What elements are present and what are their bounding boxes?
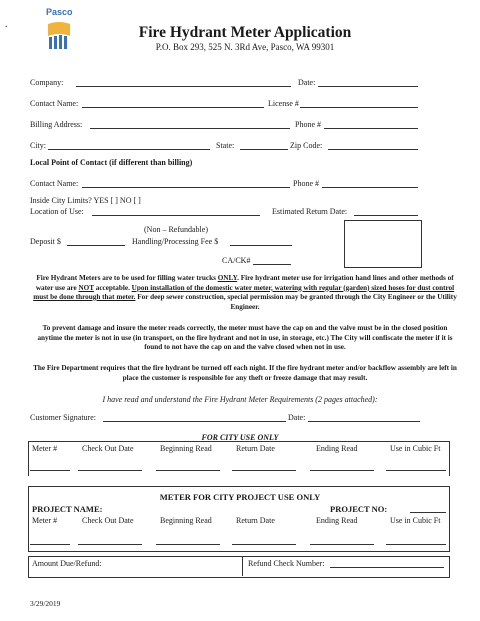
refund-check-number-label: Refund Check Number:: [248, 559, 325, 568]
customer-signature-label: Customer Signature:: [30, 413, 96, 422]
city-col-use: Use in Cubic Ft: [390, 444, 441, 453]
zip-label: Zip Code:: [290, 141, 323, 150]
rules-text-a: Fire Hydrant Meters are to be used for filling water trucks: [36, 274, 218, 282]
city-meter-field[interactable]: [30, 470, 70, 471]
damage-prevention-paragraph: To prevent damage and insure the meter reads correctly, the meter must have the cap on and the valve must be in the closed position anytime the meter is not in use (in transport, on the fire hydrant and not in use, in storage, etc.) The City will confiscate the meter if it is found to not have the cap on and the valve closed when not in use.: [37, 324, 453, 351]
company-field[interactable]: [76, 86, 291, 87]
city-checkout-field[interactable]: [78, 470, 142, 471]
handling-fee-label: Handling/Processing Fee $: [132, 237, 219, 246]
deposit-field[interactable]: [67, 245, 125, 246]
zip-field[interactable]: [328, 149, 418, 150]
project-col-use: Use in Cubic Ft: [390, 516, 441, 525]
billing-address-field[interactable]: [90, 128, 290, 129]
logo-text: Pasco: [46, 7, 73, 17]
form-address: P.O. Box 293, 525 N. 3Rd Ave, Pasco, WA 99301: [155, 42, 335, 52]
project-no-field[interactable]: [410, 512, 446, 513]
city-use-title: FOR CITY USE ONLY: [201, 433, 279, 442]
project-no-label: PROJECT NO:: [330, 504, 388, 514]
rules-only-emphasis: ONLY: [217, 274, 238, 282]
signature-date-field[interactable]: [308, 421, 420, 422]
billing-address-label: Billing Address:: [30, 120, 83, 129]
estimated-return-date-label: Estimated Return Date:: [272, 207, 348, 216]
local-contact-heading: Local Point of Contact (if different than billing): [30, 158, 193, 167]
rules-not-emphasis: NOT: [78, 283, 94, 292]
project-col-checkout: Check Out Date: [82, 516, 134, 525]
location-of-use-field[interactable]: [92, 215, 260, 216]
signature-date-label: Date:: [288, 413, 306, 422]
project-use-field[interactable]: [386, 544, 446, 545]
local-phone-field[interactable]: [322, 187, 418, 188]
project-meter-field[interactable]: [30, 544, 70, 545]
city-beginning-field[interactable]: [156, 470, 220, 471]
phone-field[interactable]: [324, 128, 418, 129]
date-field[interactable]: [318, 86, 418, 87]
city-field[interactable]: [48, 149, 210, 150]
city-col-ending: Ending Read: [316, 444, 358, 453]
city-ending-field[interactable]: [310, 470, 374, 471]
city-col-return: Return Date: [236, 444, 275, 453]
project-ending-field[interactable]: [310, 544, 374, 545]
fire-department-paragraph: The Fire Department requires that the fire hydrant be turned off each night. If the fire hydrant meter and/or backflow assembly are left in place the customer is responsible for any theft or freeze damage that may result.: [33, 364, 457, 382]
amount-due-label: Amount Due/Refund:: [32, 559, 102, 568]
inside-city-limits-label: Inside City Limits? YES [ ] NO [ ]: [30, 196, 141, 205]
project-name-label: PROJECT NAME:: [32, 504, 103, 514]
project-beginning-field[interactable]: [156, 544, 220, 545]
rules-domestic-meter-text: Upon installation of the domestic water meter, watering with regular (garden) sized hoses for dust control must be done through that meter.: [33, 283, 455, 301]
local-contact-name-field[interactable]: [82, 187, 290, 188]
ca-ck-label: CA/CK#: [222, 256, 251, 265]
city-use-field[interactable]: [386, 470, 446, 471]
local-contact-name-label: Contact Name:: [30, 179, 79, 188]
license-field[interactable]: [300, 107, 418, 108]
rules-text-d: For deep sewer construction, special permission may be granted through the City Engineer or the Utility Engineer.: [135, 293, 457, 311]
deposit-label: Deposit $: [30, 237, 61, 246]
customer-signature-field[interactable]: [103, 421, 286, 422]
project-use-title: METER FOR CITY PROJECT USE ONLY: [159, 492, 321, 502]
project-col-return: Return Date: [236, 516, 275, 525]
ca-ck-field[interactable]: [253, 264, 291, 265]
city-col-checkout: Check Out Date: [82, 444, 134, 453]
contact-name-label: Contact Name:: [30, 99, 79, 108]
city-col-meter: Meter #: [32, 444, 58, 453]
location-of-use-label: Location of Use:: [30, 207, 84, 216]
phone-label: Phone #: [295, 120, 321, 129]
rules-text-b: . Fire hydrant meter use for irrigation hand lines and other methods of water use are: [35, 274, 454, 292]
city-label: City:: [30, 141, 47, 150]
office-stamp-box: [344, 220, 422, 268]
non-refundable-note: (Non – Refundable): [144, 225, 208, 234]
refund-divider: [242, 556, 243, 576]
handling-fee-field[interactable]: [230, 245, 292, 246]
date-label: Date:: [298, 78, 316, 87]
local-phone-label: Phone #: [293, 179, 319, 188]
city-return-field[interactable]: [232, 470, 296, 471]
estimated-return-date-field[interactable]: [354, 215, 418, 216]
refund-check-number-field[interactable]: [330, 567, 444, 568]
state-label: State:: [216, 141, 235, 150]
project-col-beginning: Beginning Read: [160, 516, 212, 525]
project-checkout-field[interactable]: [78, 544, 142, 545]
license-label: License #: [268, 99, 299, 108]
state-field[interactable]: [240, 149, 288, 150]
contact-name-field[interactable]: [82, 107, 264, 108]
acknowledgement-text: I have read and understand the Fire Hydrant Meter Requirements (2 pages attached):: [102, 395, 378, 404]
project-col-ending: Ending Read: [316, 516, 358, 525]
project-col-meter: Meter #: [32, 516, 58, 525]
form-revision-date: 3/29/2019: [30, 599, 61, 608]
project-return-field[interactable]: [232, 544, 296, 545]
company-label: Company:: [30, 78, 64, 87]
corner-mark: .: [5, 19, 8, 30]
usage-rules-paragraph: [30, 274, 460, 312]
city-col-beginning: Beginning Read: [160, 444, 212, 453]
rules-text-c: acceptable.: [93, 283, 132, 292]
form-title: Fire Hydrant Meter Application: [138, 24, 352, 41]
